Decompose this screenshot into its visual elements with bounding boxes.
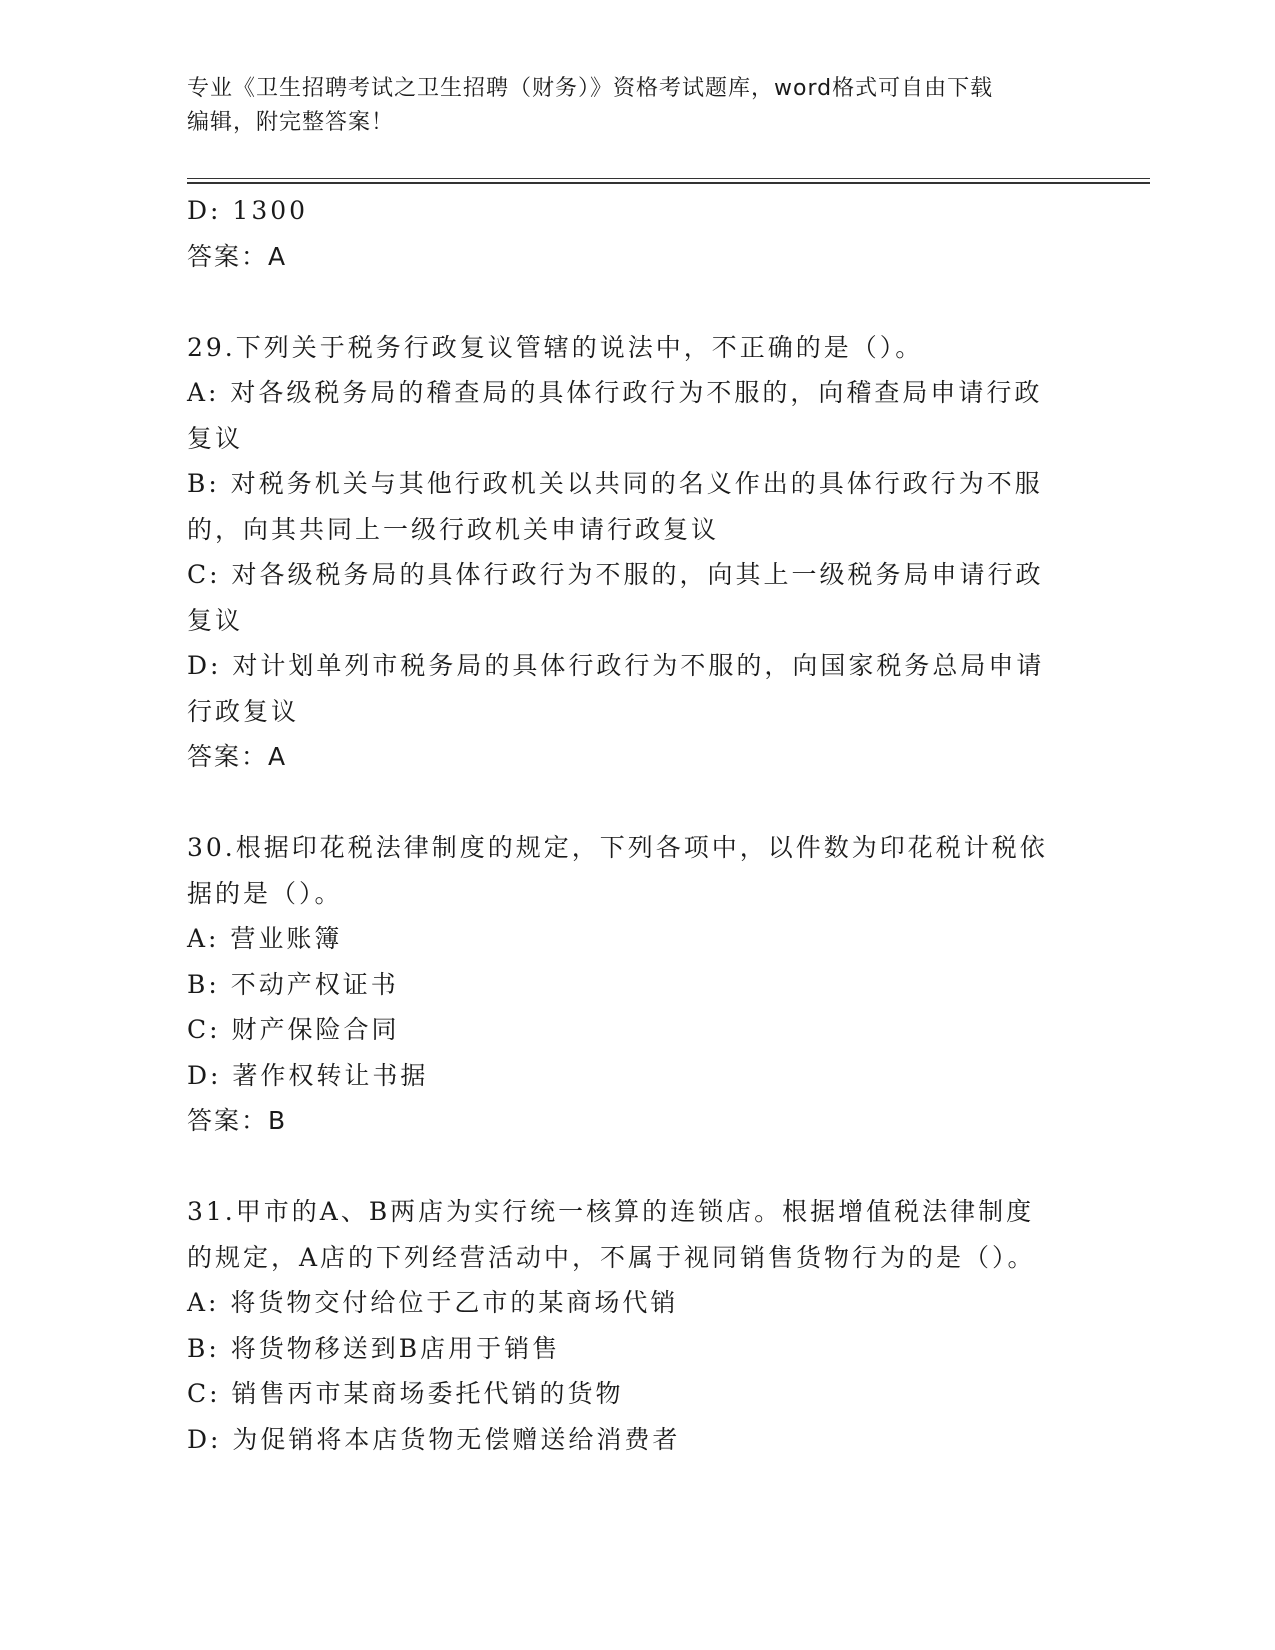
answer: 答案：A: [187, 742, 288, 771]
question-29: [187, 325, 1087, 780]
option-c: C: 销售丙市某商场委托代销的货物: [187, 1379, 624, 1408]
document-header: [187, 72, 1067, 140]
question-stem: 29.下列关于税务行政复议管辖的说法中，不正确的是（）。: [187, 332, 924, 362]
option-b: B: 不动产权证书: [187, 969, 399, 999]
option-c: C: 对各级税务局的具体行政行为不服的，向其上一级税务局申请行政: [187, 560, 1044, 589]
spacer: [187, 780, 1087, 826]
spacer: [187, 1144, 1087, 1190]
question-stem-cont: 的规定，A店的下列经营活动中，不属于视同销售货物行为的是（）。: [187, 1242, 1036, 1272]
option-a-cont: 复议: [187, 423, 244, 453]
previous-option-d: D: 1300: [187, 196, 309, 225]
question-stem: 31.甲市的A、B两店为实行统一核算的连锁店。根据增值税法律制度: [187, 1197, 1035, 1226]
option-d: D: 著作权转让书据: [187, 1060, 429, 1090]
question-stem: 30.根据印花税法律制度的规定，下列各项中，以件数为印花税计税依: [187, 833, 1048, 862]
question-content: [187, 188, 1087, 1462]
header-line-1: 专业《卫生招聘考试之卫生招聘（财务）》资格考试题库，word格式可自由下载: [187, 76, 994, 101]
option-d-cont: 行政复议: [187, 696, 300, 726]
option-d: D: 为促销将本店货物无偿赠送给消费者: [187, 1424, 681, 1454]
previous-answer: 答案：A: [187, 241, 288, 271]
option-b: B: 将货物移送到B店用于销售: [187, 1333, 561, 1363]
option-b: B: 对税务机关与其他行政机关以共同的名义作出的具体行政行为不服: [187, 469, 1043, 498]
header-divider-thin: [187, 178, 1150, 179]
header-divider-thick: [187, 182, 1150, 184]
option-c: C: 财产保险合同: [187, 1015, 400, 1044]
header-line-2: 编辑，附完整答案！: [187, 110, 395, 135]
spacer: [187, 279, 1087, 325]
option-b-cont: 的，向其共同上一级行政机关申请行政复议: [187, 514, 720, 544]
option-a: A: 将货物交付给位于乙市的某商场代销: [187, 1288, 679, 1317]
option-a: A: 营业账簿: [187, 924, 343, 953]
question-31: [187, 1189, 1087, 1462]
option-d: D: 对计划单列市税务局的具体行政行为不服的，向国家税务总局申请: [187, 651, 1045, 680]
question-stem-cont: 据的是（）。: [187, 878, 343, 908]
question-30: [187, 825, 1087, 1144]
answer: 答案：B: [187, 1106, 288, 1135]
option-a: A: 对各级税务局的稽查局的具体行政行为不服的，向稽查局申请行政: [187, 378, 1043, 407]
option-c-cont: 复议: [187, 605, 244, 635]
